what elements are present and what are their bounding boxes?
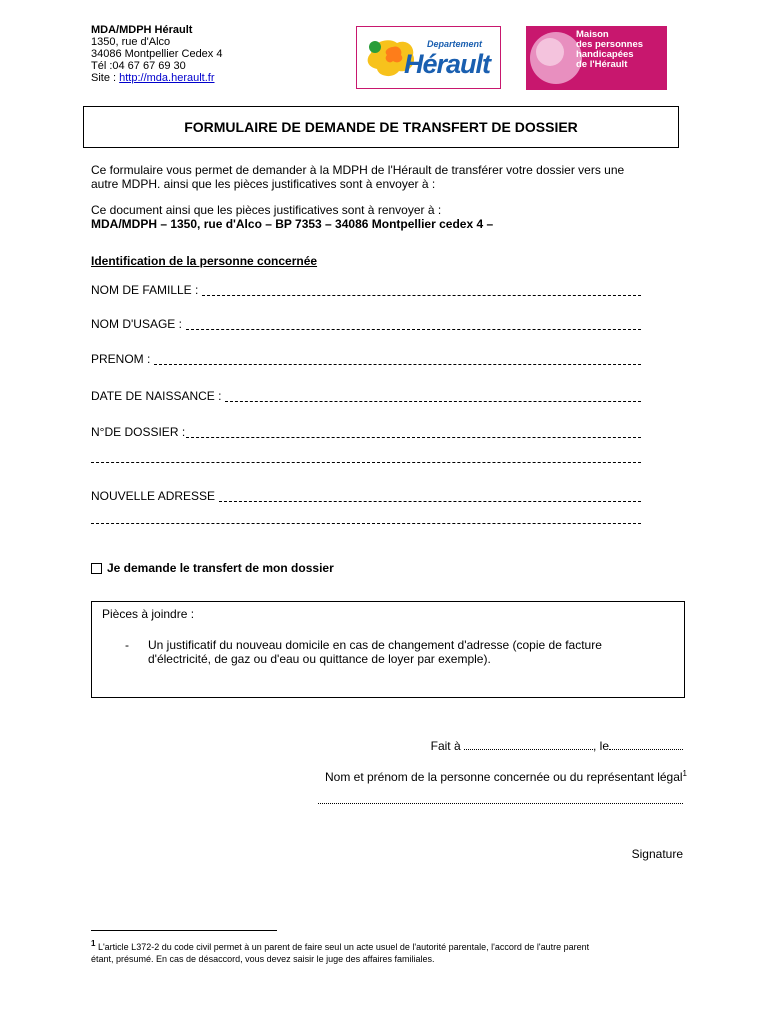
usage-field[interactable] <box>91 317 641 331</box>
footnote-line: $^1$ L'article L372-2 du code civil permet à un parent de faire seul un acte usuel de l'autorité parentale, l'accord de l'autre parent <box>91 939 590 952</box>
footnote-num: 1 <box>91 939 96 948</box>
nom-input-line[interactable] <box>202 294 641 296</box>
pieces-box <box>91 601 685 698</box>
transfer-checkbox[interactable] <box>91 563 102 574</box>
pieces-item-line: Un justificatif du nouveau domicile en cas de changement d'adresse (copie de facture <box>148 638 602 652</box>
maison-line: Maison <box>576 29 609 40</box>
pieces-bullet: - <box>125 638 129 652</box>
dossier-field[interactable] <box>91 425 641 439</box>
intro-line: autre MDPH. ainsi que les pièces justificatives sont à envoyer à : <box>91 177 436 191</box>
naissance-field[interactable] <box>91 389 641 403</box>
adresse-input-line-2[interactable] <box>91 522 641 524</box>
address-block <box>91 24 222 84</box>
adresse-label: NOUVELLE ADRESSE <box>91 489 216 503</box>
transfer-checkbox-row[interactable] <box>91 561 334 575</box>
nom-prenom-row <box>325 767 687 784</box>
site-prefix: Site : <box>91 72 120 84</box>
org-name: MDA/MDPH Hérault <box>91 24 193 36</box>
prenom-label: PRENOM : <box>91 352 151 366</box>
pieces-heading: Pièces à joindre : <box>102 607 195 621</box>
site-link[interactable]: http://mda.herault.fr <box>119 72 215 84</box>
adresse-field[interactable] <box>91 489 641 503</box>
maison-line: de l'Hérault <box>576 59 628 70</box>
maison-logo <box>526 26 667 90</box>
fait-lieu-line[interactable] <box>464 749 593 750</box>
herault-logo-small-text: Departement <box>427 39 483 49</box>
dossier-input-line[interactable] <box>186 436 641 438</box>
city: 34086 Montpellier Cedex 4 <box>91 48 223 60</box>
transfer-checkbox-label: Je demande le transfert de mon dossier <box>107 561 334 575</box>
extra-input-line[interactable] <box>91 461 641 463</box>
usage-input-line[interactable] <box>186 328 641 330</box>
street: 1350, rue d'Alco <box>91 36 171 48</box>
footnote-ref: 1 <box>682 769 687 778</box>
naissance-input-line[interactable] <box>225 400 641 402</box>
footnote-line: étant, présumé. En cas de désaccord, vous devez saisir le juge des affaires familiales. <box>91 954 435 964</box>
section-title: Identification de la personne concernée <box>91 254 318 268</box>
extra-line-field[interactable] <box>91 461 641 464</box>
pieces-item <box>148 638 602 666</box>
herault-logo-name: Hérault <box>404 49 491 79</box>
nom-prenom-line[interactable] <box>318 790 683 804</box>
footnote-separator <box>91 930 277 931</box>
maison-logo-text <box>576 30 643 70</box>
maison-line: handicapées <box>576 49 634 60</box>
adresse-line2-field[interactable] <box>91 522 641 525</box>
fait-label: Fait à <box>430 739 461 753</box>
intro-line: Ce formulaire vous permet de demander à la MDPH de l'Hérault de transférer votre dossier vers une <box>91 163 625 177</box>
send-paragraph <box>91 203 493 231</box>
nom-field[interactable] <box>91 283 641 297</box>
fait-row <box>431 739 683 753</box>
herault-logo <box>356 26 501 89</box>
send-line: Ce document ainsi que les pièces justificatives sont à renvoyer à : <box>91 203 442 217</box>
nom-prenom-label: Nom et prénom de la personne concernée ou du représentant légal <box>324 770 683 784</box>
prenom-field[interactable] <box>91 352 641 366</box>
le-label: , le <box>592 739 609 753</box>
send-address: MDA/MDPH – 1350, rue d'Alco – BP 7353 – 34086 Montpellier cedex 4 – <box>91 217 494 231</box>
site-row <box>91 72 222 84</box>
maison-line: des personnes <box>576 39 644 50</box>
fait-date-line[interactable] <box>609 749 683 750</box>
phone: Tél :04 67 67 69 30 <box>91 60 186 72</box>
usage-label: NOM D'USAGE : <box>91 317 182 331</box>
pieces-item-line: d'électricité, de gaz ou d'eau ou quittance de loyer par exemple). <box>148 652 491 666</box>
form-title: FORMULAIRE DE DEMANDE DE TRANSFERT DE DOSSIER <box>184 119 578 135</box>
nom-label: NOM DE FAMILLE : <box>91 283 199 297</box>
form-title-box <box>83 106 679 148</box>
prenom-input-line[interactable] <box>154 363 641 365</box>
footnote <box>91 938 589 965</box>
naissance-label: DATE DE NAISSANCE : <box>91 389 222 403</box>
signature-label: Signature <box>631 847 683 861</box>
dossier-label: N°DE DOSSIER : <box>91 425 186 439</box>
adresse-input-line[interactable] <box>219 500 641 502</box>
intro-paragraph <box>91 163 624 191</box>
